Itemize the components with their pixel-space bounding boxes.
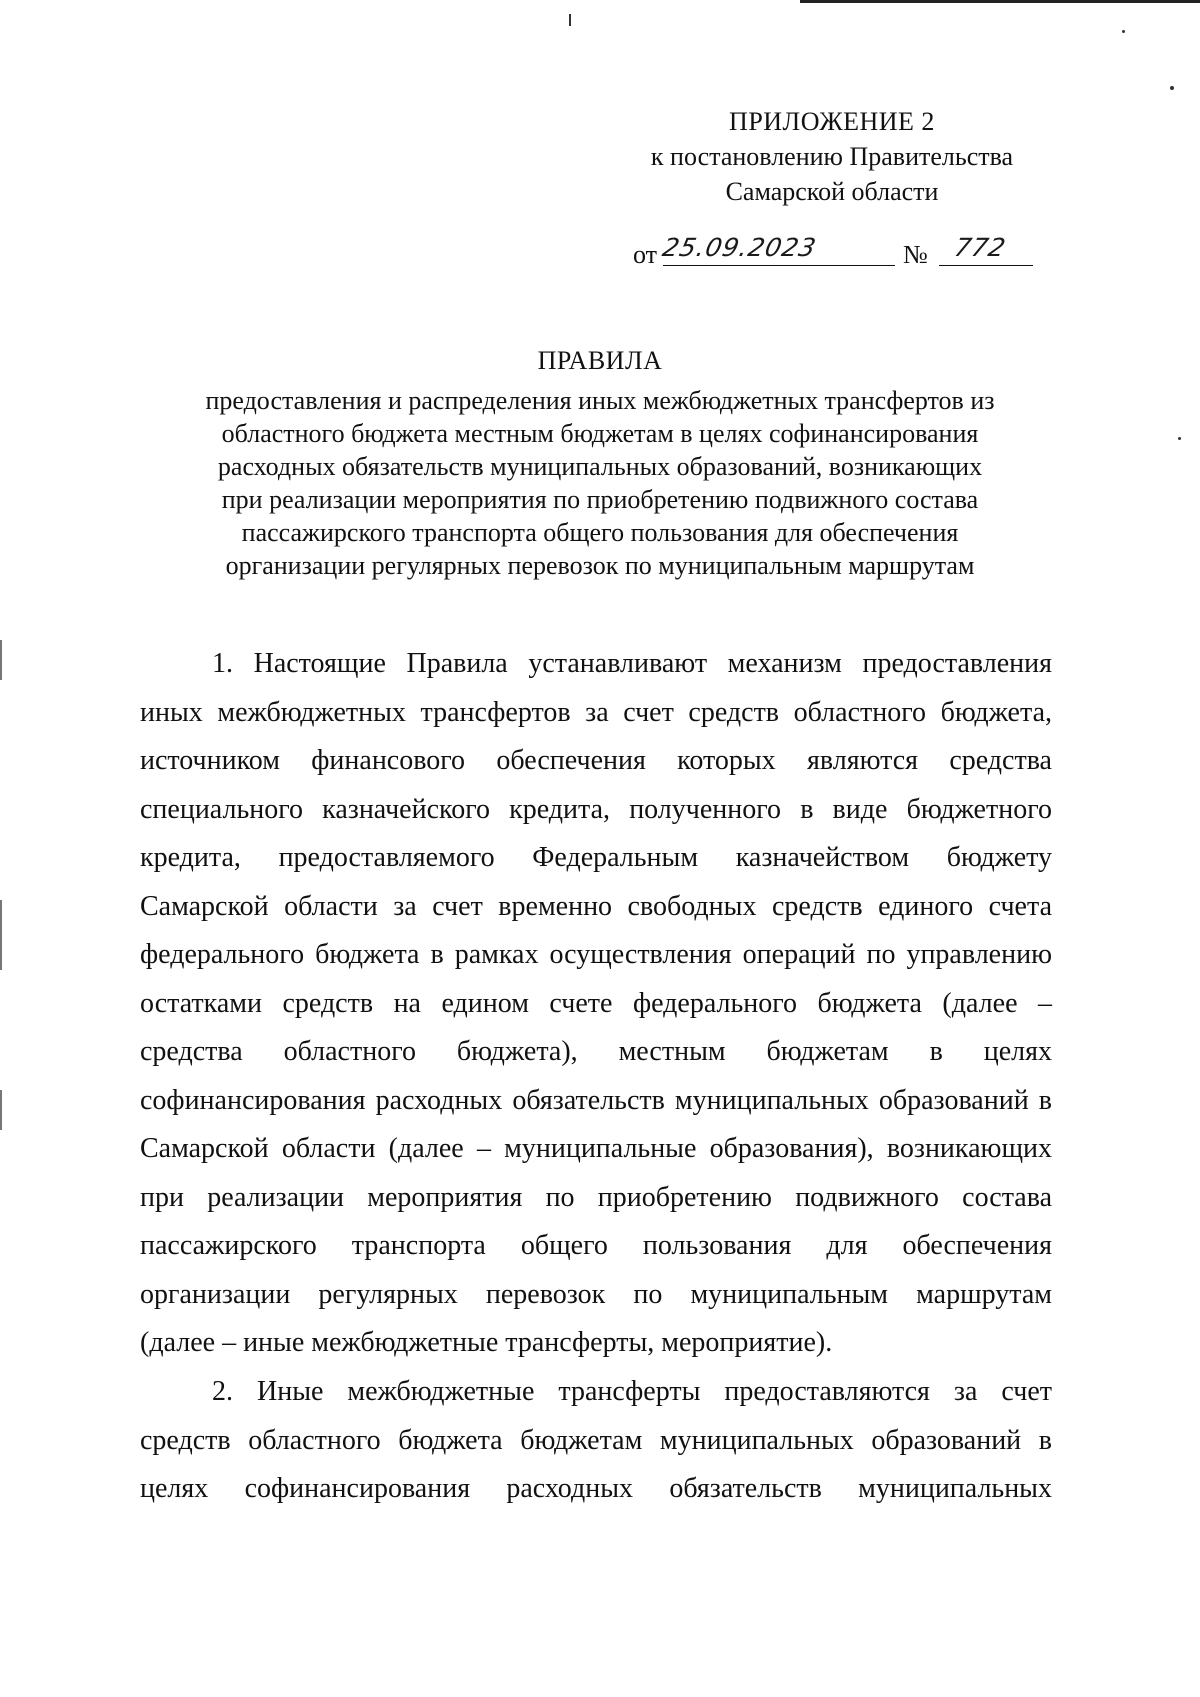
- paragraph-line: при реализации мероприятия по приобретению подвижного состава: [140, 1181, 1052, 1213]
- scan-speck: [569, 14, 571, 26]
- scan-edge-line: [800, 0, 1200, 3]
- paragraph-line: специального казначейского кредита, полученного в виде бюджетного: [140, 793, 1052, 825]
- paragraph-line: 1. Настоящие Правила устанавливают механизм предоставления: [212, 648, 1052, 679]
- subtitle-line: расходных обязательств муниципальных образований, возникающих: [217, 452, 983, 481]
- paragraph-1: [140, 640, 1052, 1368]
- paragraph-line: Самарской области (далее – муниципальные образования), возникающих: [140, 1133, 1052, 1164]
- paragraph-line: 2. Иные межбюджетные трансферты предоставляются за счет: [212, 1376, 1052, 1407]
- number-underline: [939, 265, 1033, 267]
- paragraph-line: целях софинансирования расходных обязательств муниципальных: [140, 1473, 1052, 1504]
- paragraph-line: пассажирского транспорта общего пользования для обеспечения: [140, 1230, 1052, 1261]
- paragraph-line: средств областного бюджета бюджетам муниципальных образований в: [140, 1424, 1052, 1456]
- paragraph-line: федерального бюджета в рамках осуществления операций по управлению: [140, 939, 1052, 970]
- paragraph-line: иных межбюджетных трансфертов за счет средств областного бюджета,: [140, 696, 1052, 728]
- scan-speck: [1178, 437, 1181, 440]
- paragraph-line: источником финансового обеспечения которых являются средства: [140, 745, 1052, 776]
- subtitle-line: предоставления и распределения иных межбюджетных трансфертов из: [205, 386, 995, 415]
- number-prefix: №: [903, 240, 928, 269]
- scan-speck: [1170, 86, 1174, 90]
- paragraph-line: Самарской области за счет временно свободных средств единого счета: [140, 890, 1052, 922]
- paragraph-line: организации регулярных перевозок по муниципальным маршрутам: [140, 1278, 1052, 1310]
- scan-margin-mark: [0, 900, 2, 970]
- appendix-title: ПРИЛОЖЕНИЕ 2: [729, 107, 935, 136]
- paragraph-line: кредита, предоставляемого Федеральным казначейством бюджету: [140, 842, 1052, 873]
- rules-subtitle: [160, 384, 1040, 582]
- date-underline: [663, 265, 895, 267]
- rules-title: ПРАВИЛА: [537, 346, 663, 375]
- subtitle-line: организации регулярных перевозок по муниципальным маршрутам: [225, 551, 975, 580]
- paragraph-2: [140, 1368, 1052, 1514]
- date-prefix: от: [633, 240, 658, 269]
- resolution-date-number: [633, 232, 1033, 272]
- scan-speck: [1122, 30, 1125, 33]
- paragraph-line: средства областного бюджета), местным бюджетам в целях: [140, 1036, 1052, 1067]
- appendix-line-2: к постановлению Правительства: [650, 142, 1014, 171]
- appendix-header: [620, 104, 1044, 209]
- appendix-line-3: Самарской области: [725, 177, 939, 206]
- scan-margin-mark: [0, 640, 2, 680]
- subtitle-line: при реализации мероприятия по приобретению подвижного состава: [221, 485, 979, 514]
- subtitle-line: областного бюджета местным бюджетам в целях софинансирования: [221, 419, 979, 448]
- date-handwritten: 25.09.2023: [659, 233, 820, 262]
- number-handwritten: 772: [951, 233, 1009, 262]
- subtitle-line: пассажирского транспорта общего пользования для обеспечения: [241, 518, 959, 547]
- paragraph-line: остатками средств на едином счете федерального бюджета (далее –: [140, 987, 1052, 1019]
- scan-margin-mark: [0, 1090, 2, 1130]
- paragraph-line: софинансирования расходных обязательств муниципальных образований в: [140, 1084, 1052, 1116]
- paragraph-line: (далее – иные межбюджетные трансферты, мероприятие).: [140, 1327, 833, 1358]
